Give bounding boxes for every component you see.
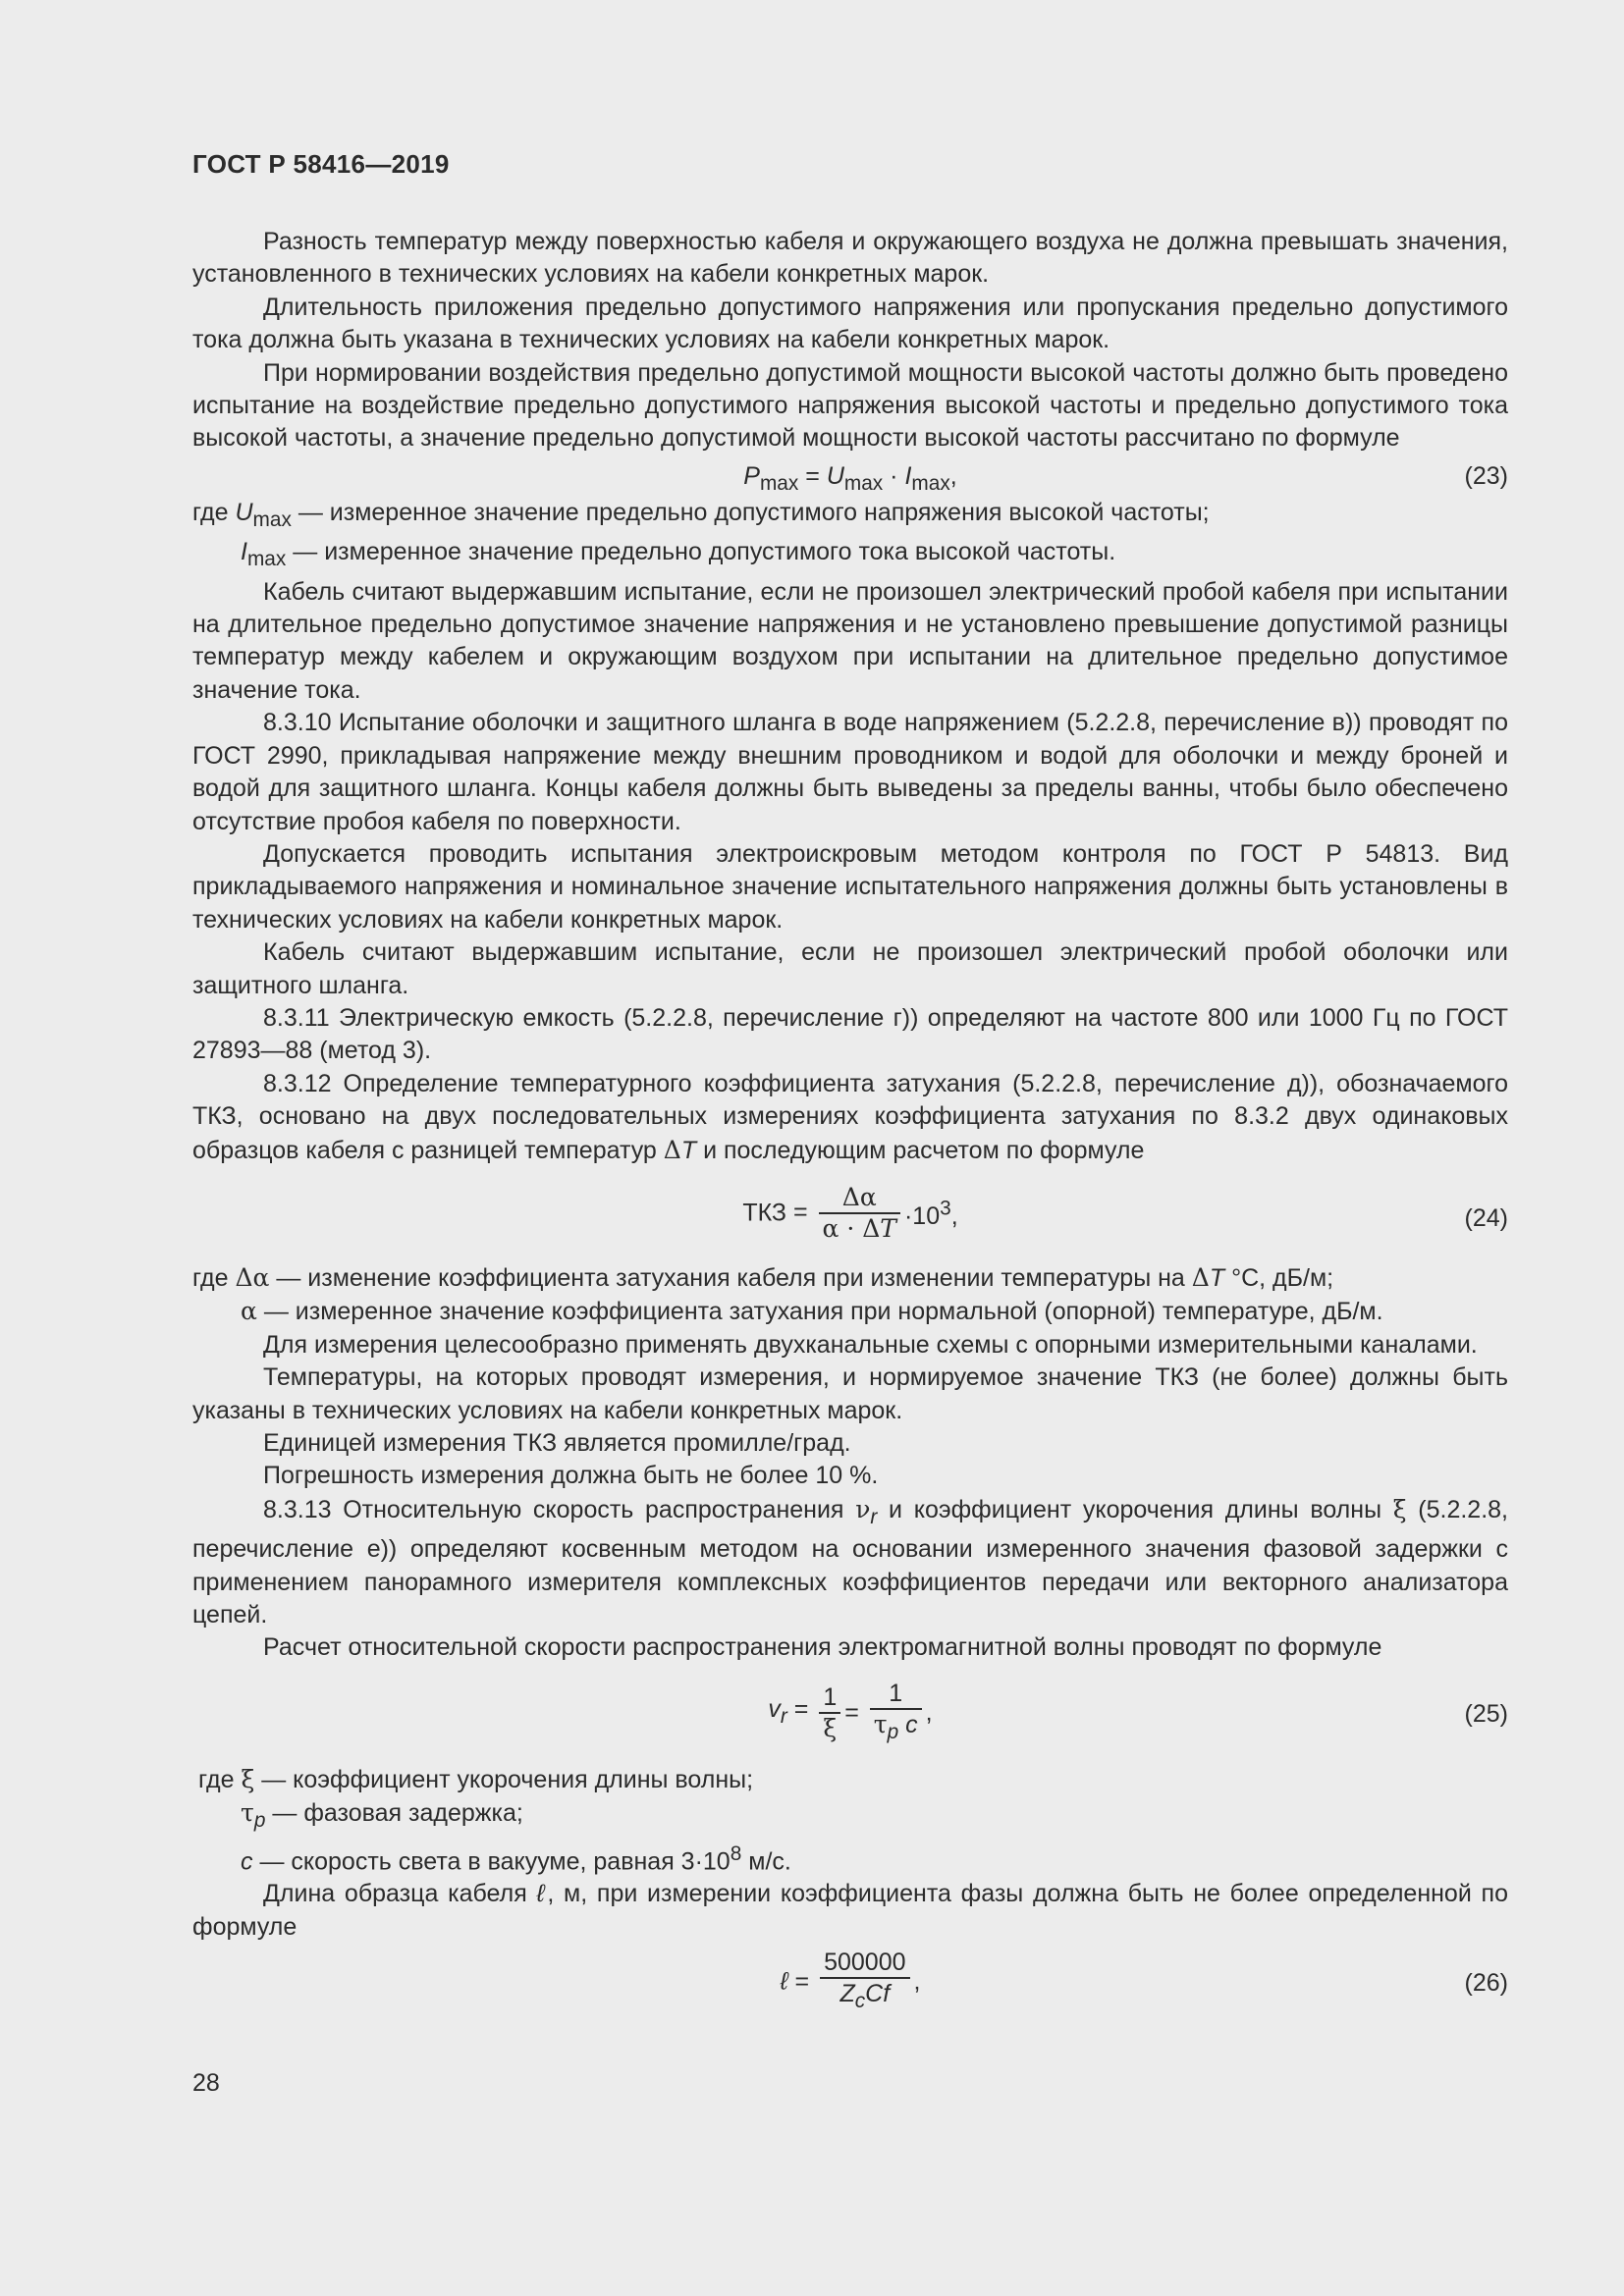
paragraph: Расчет относительной скорости распространения электромагнитной волны проводят по формуле [263,1633,1382,1662]
paragraph: Погрешность измерения должна быть не более 10 %. [263,1462,879,1490]
paragraph: Длительность приложения предельно допустимого напряжения или пропускания предельно допустимого тока должна быть указана в технических условиях на кабели конкретных марок. [192,293,1508,354]
paragraph: При нормировании воздействия предельно допустимой мощности высокой частоты должно быть проведено испытание на воздействие предельно допустимого напряжения высокой частоты и предельно допустимого тока высокой частоты, а значение предельно допустимой мощности высокой частоты рассчитано по формуле [192,358,1508,453]
paragraph: 8.3.11 Электрическую емкость (5.2.2.8, перечисление г)) определяют на частоте 800 или 1000 Гц по ГОСТ 27893—88 (метод 3). [192,1003,1508,1065]
paragraph: 8.3.10 Испытание оболочки и защитного шланга в воде напряжением (5.2.2.8, перечисление в)) проводят по ГОСТ 2990, прикладывая напряжение между внешним проводником и водой для оболочки и между броней и водой для защитного шланга. Концы кабеля должны быть выведены за пределы ванны, чтобы было обеспечено отсутствие пробоя кабеля по поверхности. [192,709,1508,835]
page-number: 28 [192,2069,220,2097]
paragraph: 8.3.12 Определение температурного коэффициента затухания (5.2.2.8, перечисление д)), обозначаемого ТКЗ, основано на двух последовательных измерениях коэффициента затухания по 8.3.2 двух одинаковых образцов кабеля с разницей температур ΔT и последующим расчетом по формуле [192,1069,1508,1164]
where-line: $\tau_p$ — фазовая задержка; [241,1798,523,1833]
formula-26: ℓ = $\frac{500000}{Z_cCf}$ , (26) [192,1948,1508,2020]
formula-number: (24) [1464,1203,1508,1232]
paragraph: Кабель считают выдержавшим испытание, если не произошел электрический пробой оболочки или защитного шланга. [192,938,1508,999]
paragraph: Разность температур между поверхностью кабеля и окружающего воздуха не должна превышать значения, установленного в технических условиях на кабели конкретных марок. [192,228,1508,289]
paragraph: Кабель считают выдержавшим испытание, если не произошел электрический пробой кабеля при испытании на длительное предельно допустимое значение напряжения и не установлено превышение допустимой разницы температур между кабелем и окружающим воздухом при испытании на длительное предельно допустимое значение тока. [192,577,1508,704]
where-line: α — измеренное значение коэффициента затухания при нормальной (опорной) температуре, дБ/м. [241,1297,1383,1326]
where-line: $I_{max}$ — измеренное значение предельно допустимого тока высокой частоты. [241,538,1116,571]
where-line: c — скорость света в вакууме, равная $3\cdot 10^8$ м/с. [241,1842,791,1875]
paragraph: Для измерения целесообразно применять двухканальные схемы с опорными измерительными каналами. [263,1330,1478,1359]
paragraph: Температуры, на которых проводят измерения, и нормируемое значение ТКЗ (не более) должны быть указаны в технических условиях на кабели конкретных марок. [192,1363,1508,1424]
formula-number: (25) [1464,1699,1508,1728]
paragraph: Единицей измерения ТКЗ является промилле/град. [263,1429,851,1457]
document-header: ГОСТ Р 58416—2019 [192,149,450,179]
paragraph: Длина образца кабеля ℓ, м, при измерении коэффициента фазы должна быть не более определенной по формуле [192,1880,1508,1941]
formula-number: (26) [1464,1969,1508,1998]
formula-24: ТКЗ = $\frac{\Delta\alpha}{\alpha \cdot \Delta T}$ $\cdot 10^3$, (24) [192,1183,1508,1254]
where-line: где Δα — изменение коэффициента затухания кабеля при изменении температуры на ΔT °С, дБ/м; [192,1262,1334,1292]
formula-number: (23) [1464,461,1508,490]
document-body [192,226,1508,2020]
formula-23: $P_{max} = U_{max} \cdot I_{max}$, (23) [192,455,1508,497]
paragraph: 8.3.13 Относительную скорость распространения $\nu_r$ и коэффициент укорочения длины волны ξ (5.2.2.8, перечисление е)) определяют косвенным методом на основании измеренного значения фазовой задержки с применением панорамного измерителя комплексных коэффициентов передачи или векторного анализатора цепей. [192,1494,1508,1629]
paragraph: Допускается проводить испытания электроискровым методом контроля по ГОСТ Р 54813. Вид прикладываемого напряжения и номинальное значение испытательного напряжения должны быть установлены в технических условиях на кабели конкретных марок. [192,839,1508,934]
where-line: где $U_{max}$ — измеренное значение предельно допустимого напряжения высокой частоты; [192,498,1210,531]
formula-25: $v_r$ = $\frac{1}{\xi}$ = $\frac{1}{\tau_p c}$ , (25) [192,1679,1508,1753]
where-line: где ξ — коэффициент укорочения длины волны; [198,1764,754,1793]
